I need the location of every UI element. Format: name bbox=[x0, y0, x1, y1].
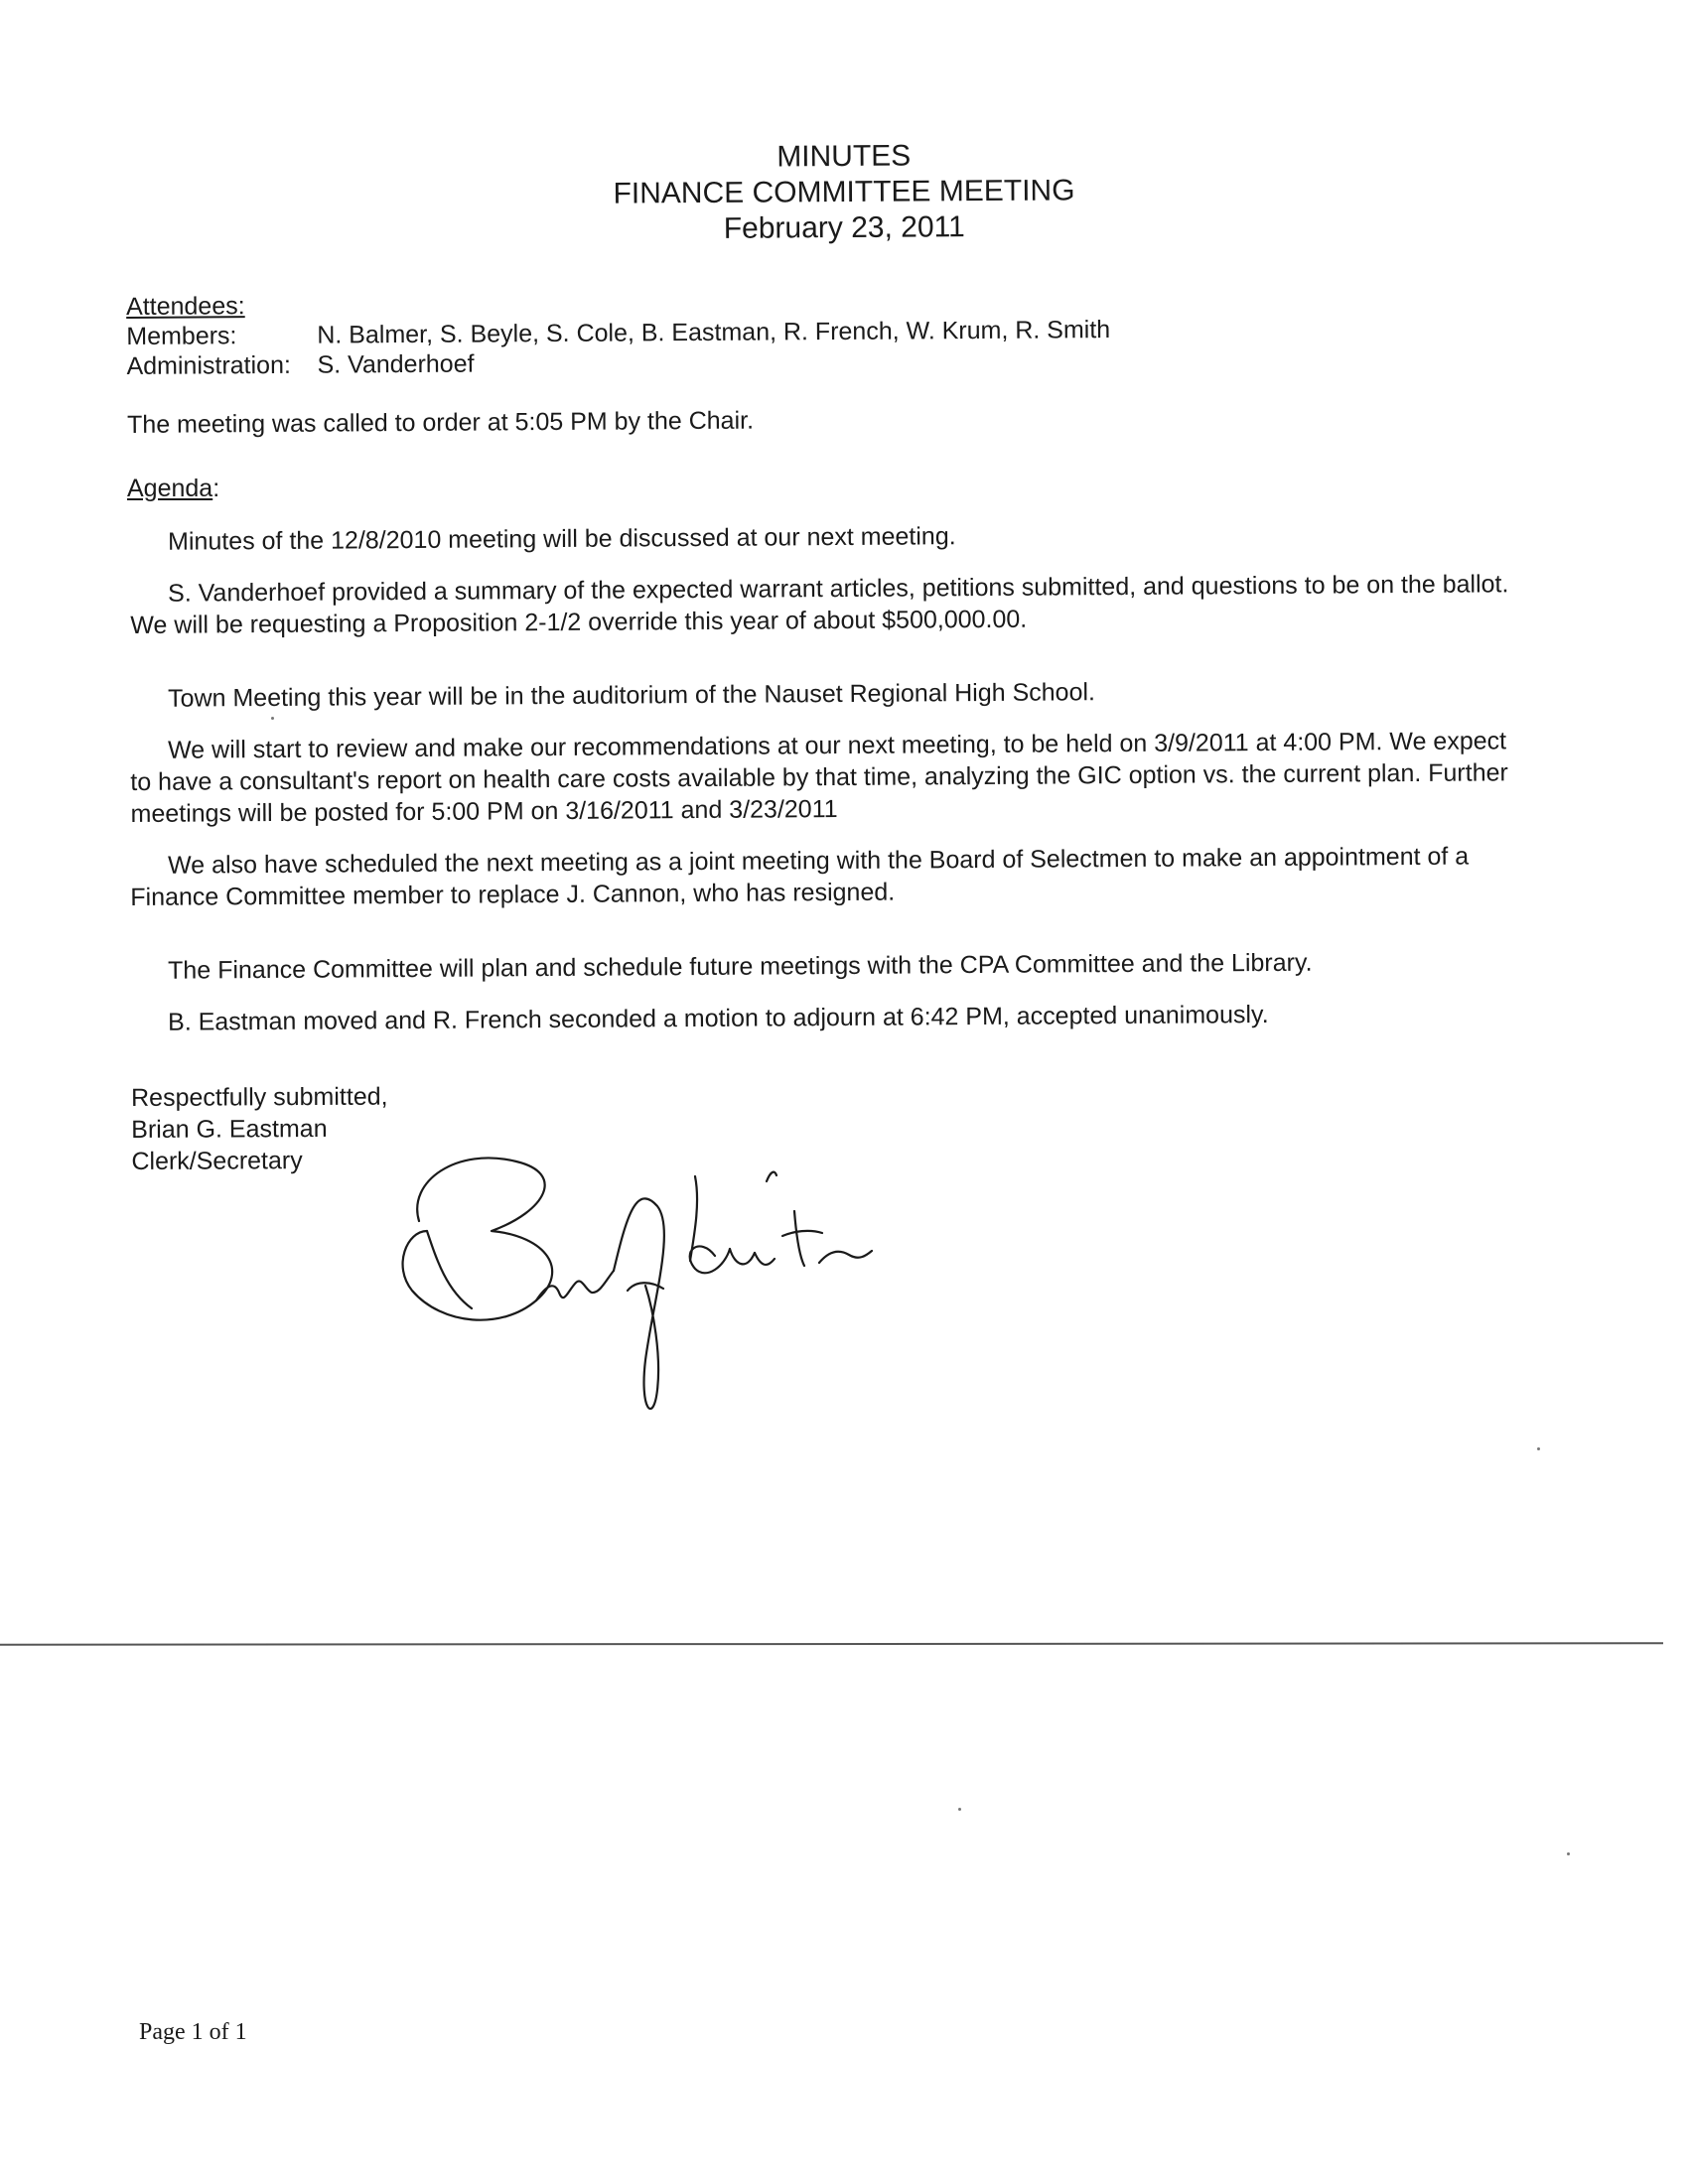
agenda-heading-colon: : bbox=[212, 475, 220, 502]
agenda-item-warrant: S. Vanderhoef provided a summary of the expected warrant articles, petitions submitted, and questions to be on the ballot. We will be requesting a Proposition 2-1/2 override this year of about $500,000.00. bbox=[130, 570, 1509, 639]
signoff-name: Brian G. Eastman bbox=[131, 1114, 328, 1144]
title-date: February 23, 2011 bbox=[723, 210, 965, 245]
page-divider bbox=[0, 1642, 1663, 1645]
signoff-closing: Respectfully submitted, bbox=[131, 1082, 388, 1112]
administration-row bbox=[126, 344, 1110, 381]
administration-value: S. Vanderhoef bbox=[317, 349, 475, 379]
agenda-item-adjourn: B. Eastman moved and R. French seconded a motion to adjourn at 6:42 PM, accepted unanimously. bbox=[168, 1000, 1269, 1036]
signoff-block bbox=[131, 1081, 388, 1177]
administration-label: Administration: bbox=[126, 350, 291, 380]
agenda-item-future-meetings: The Finance Committee will plan and schedule future meetings with the CPA Committee and the Library. bbox=[168, 948, 1313, 985]
agenda-heading bbox=[127, 475, 219, 503]
title-committee: FINANCE COMMITTEE MEETING bbox=[613, 174, 1075, 210]
document-title bbox=[556, 137, 1133, 248]
signoff-role: Clerk/Secretary bbox=[131, 1147, 303, 1175]
members-value: N. Balmer, S. Beyle, S. Cole, B. Eastman, R. French, W. Krum, R. Smith bbox=[317, 316, 1111, 349]
handwritten-signature-icon bbox=[397, 1142, 953, 1439]
attendees-heading: Attendees: bbox=[126, 292, 245, 321]
scan-speck bbox=[271, 717, 274, 720]
scan-speck bbox=[1537, 1447, 1540, 1450]
attendees-section bbox=[126, 285, 1110, 381]
page-number: Page 1 of 1 bbox=[139, 2019, 247, 2045]
scan-speck bbox=[1567, 1852, 1570, 1855]
scan-speck bbox=[958, 1808, 961, 1811]
members-label: Members: bbox=[126, 322, 237, 350]
agenda-heading-label: Agenda bbox=[127, 475, 213, 502]
title-minutes: MINUTES bbox=[776, 139, 912, 174]
called-to-order-text: The meeting was called to order at 5:05 PM by the Chair. bbox=[127, 406, 755, 439]
agenda-item-town-meeting: Town Meeting this year will be in the auditorium of the Nauset Regional High School. bbox=[168, 678, 1096, 713]
agenda-item-joint-meeting: We also have scheduled the next meeting as a joint meeting with the Board of Selectmen to make an appointment of a Finance Committee member to replace J. Cannon, who has resigned. bbox=[130, 842, 1470, 911]
agenda-item-minutes: Minutes of the 12/8/2010 meeting will be discussed at our next meeting. bbox=[168, 522, 956, 556]
agenda-item-review: We will start to review and make our recommendations at our next meeting, to be held on 3/9/2011 at 4:00 PM. We expect to have a consultant's report on health care costs available by that time, analyzing the GIC option vs. the current plan. Further meetings will be posted for 5:00 PM on 3/16/2011 and 3/23/2011 bbox=[130, 727, 1508, 828]
